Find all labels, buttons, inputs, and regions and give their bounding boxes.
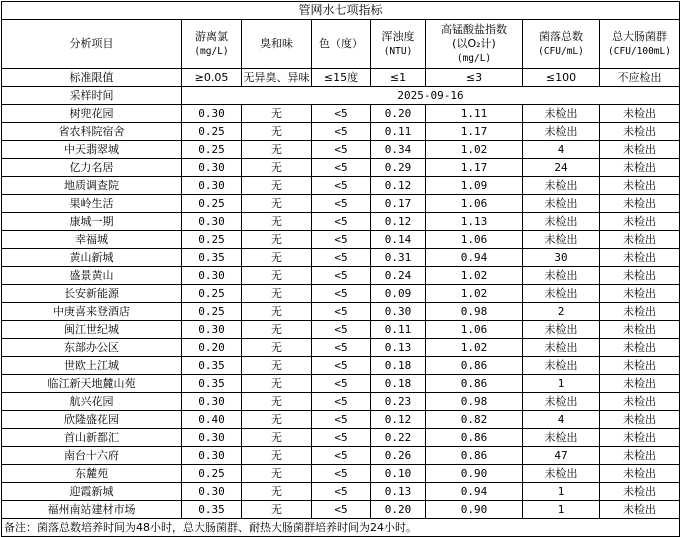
bacteria-cell: 未检出 — [523, 339, 600, 357]
coliform-cell: 未检出 — [600, 357, 680, 375]
coliform-cell: 未检出 — [600, 393, 680, 411]
cod-cell: 1.11 — [426, 105, 523, 123]
cod-cell: 1.02 — [426, 141, 523, 159]
color-cell: <5 — [312, 267, 371, 285]
odor-cell: 无 — [242, 213, 312, 231]
cod-cell: 1.06 — [426, 195, 523, 213]
cod-cell: 0.86 — [426, 447, 523, 465]
chlorine-cell: 0.30 — [182, 447, 242, 465]
coliform-cell: 未检出 — [600, 339, 680, 357]
chlorine-cell: 0.30 — [182, 393, 242, 411]
odor-cell: 无 — [242, 303, 312, 321]
color-cell: <5 — [312, 393, 371, 411]
odor-cell: 无 — [242, 249, 312, 267]
bacteria-cell: 未检出 — [523, 213, 600, 231]
coliform-cell: 未检出 — [600, 123, 680, 141]
turbidity-cell: 0.12 — [371, 411, 426, 429]
turbidity-cell: 0.30 — [371, 303, 426, 321]
site-cell: 果岭生活 — [2, 195, 182, 213]
header-cod — [426, 20, 523, 69]
turbidity-cell: 0.12 — [371, 213, 426, 231]
color-cell: <5 — [312, 339, 371, 357]
site-cell: 迎霞新城 — [2, 483, 182, 501]
sampling-label: 采样时间 — [2, 87, 182, 105]
table-row — [2, 159, 680, 177]
chlorine-cell: 0.30 — [182, 213, 242, 231]
table-row — [2, 429, 680, 447]
chlorine-cell: 0.35 — [182, 501, 242, 519]
coliform-cell: 未检出 — [600, 321, 680, 339]
cod-cell: 1.06 — [426, 231, 523, 249]
color-cell: <5 — [312, 195, 371, 213]
cod-cell: 1.02 — [426, 267, 523, 285]
table-row — [2, 249, 680, 267]
header-cod-sub: (以O₂计) — [452, 36, 496, 50]
header-item-label: 分析项目 — [69, 37, 114, 50]
chlorine-cell: 0.35 — [182, 249, 242, 267]
chlorine-cell: 0.25 — [182, 195, 242, 213]
site-cell: 欣隆盛花园 — [2, 411, 182, 429]
turbidity-cell: 0.18 — [371, 375, 426, 393]
table-row — [2, 501, 680, 519]
color-cell: <5 — [312, 375, 371, 393]
turbidity-cell: 0.09 — [371, 285, 426, 303]
cod-cell: 1.17 — [426, 123, 523, 141]
chlorine-cell: 0.25 — [182, 303, 242, 321]
odor-cell: 无 — [242, 411, 312, 429]
standard-label: 标准限值 — [2, 69, 182, 87]
turbidity-cell: 0.23 — [371, 393, 426, 411]
cod-cell: 0.94 — [426, 483, 523, 501]
color-cell: <5 — [312, 141, 371, 159]
chlorine-cell: 0.30 — [182, 267, 242, 285]
chlorine-cell: 0.20 — [182, 339, 242, 357]
site-cell: 中天翡翠城 — [2, 141, 182, 159]
table-row — [2, 375, 680, 393]
coliform-cell: 未检出 — [600, 447, 680, 465]
turbidity-cell: 0.12 — [371, 177, 426, 195]
header-coliform-unit: (CFU/100mL) — [608, 45, 671, 57]
header-cod-label: 高锰酸盐指数 — [441, 22, 507, 36]
site-cell: 长安新能源 — [2, 285, 182, 303]
chlorine-cell: 0.25 — [182, 141, 242, 159]
cod-cell: 1.02 — [426, 339, 523, 357]
site-cell: 康城一期 — [2, 213, 182, 231]
turbidity-cell: 0.14 — [371, 231, 426, 249]
chlorine-cell: 0.35 — [182, 375, 242, 393]
odor-cell: 无 — [242, 393, 312, 411]
turbidity-cell: 0.11 — [371, 321, 426, 339]
site-cell: 闽江世纪城 — [2, 321, 182, 339]
header-cod-unit: (mg/L) — [456, 52, 492, 64]
site-cell: 东部办公区 — [2, 339, 182, 357]
site-cell: 中庚喜来登酒店 — [2, 303, 182, 321]
table-row — [2, 195, 680, 213]
site-cell: 树兜花园 — [2, 105, 182, 123]
bacteria-cell: 47 — [523, 447, 600, 465]
coliform-cell: 未检出 — [600, 141, 680, 159]
odor-cell: 无 — [242, 321, 312, 339]
coliform-cell: 未检出 — [600, 465, 680, 483]
table-row — [2, 339, 680, 357]
site-cell: 盛景黄山 — [2, 267, 182, 285]
chlorine-cell: 0.30 — [182, 429, 242, 447]
coliform-cell: 未检出 — [600, 501, 680, 519]
turbidity-cell: 0.29 — [371, 159, 426, 177]
chlorine-cell: 0.40 — [182, 411, 242, 429]
odor-cell: 无 — [242, 501, 312, 519]
header-chlorine-label: 游离氯 — [195, 29, 228, 43]
bacteria-cell: 2 — [523, 303, 600, 321]
turbidity-cell: 0.18 — [371, 357, 426, 375]
standard-odor: 无异臭、异味 — [242, 69, 312, 87]
bacteria-cell: 1 — [523, 483, 600, 501]
coliform-cell: 未检出 — [600, 195, 680, 213]
chlorine-cell: 0.30 — [182, 483, 242, 501]
table-row — [2, 285, 680, 303]
table-row — [2, 123, 680, 141]
table-row — [2, 447, 680, 465]
header-turbidity-unit: (NTU) — [383, 45, 413, 57]
bacteria-cell: 未检出 — [523, 393, 600, 411]
standard-turbidity: ≤1 — [371, 69, 426, 87]
odor-cell: 无 — [242, 429, 312, 447]
chlorine-cell: 0.30 — [182, 321, 242, 339]
site-cell: 福州南站建材市场 — [2, 501, 182, 519]
site-cell: 亿力名居 — [2, 159, 182, 177]
cod-cell: 1.09 — [426, 177, 523, 195]
header-item — [2, 20, 182, 69]
odor-cell: 无 — [242, 159, 312, 177]
bacteria-cell: 未检出 — [523, 465, 600, 483]
cod-cell: 0.86 — [426, 429, 523, 447]
table-row — [2, 105, 680, 123]
coliform-cell: 未检出 — [600, 483, 680, 501]
cod-cell: 1.02 — [426, 285, 523, 303]
cod-cell: 0.82 — [426, 411, 523, 429]
bacteria-cell: 1 — [523, 501, 600, 519]
color-cell: <5 — [312, 447, 371, 465]
table-row — [2, 483, 680, 501]
header-odor — [242, 20, 312, 69]
turbidity-cell: 0.11 — [371, 123, 426, 141]
cod-cell: 0.98 — [426, 303, 523, 321]
table-row — [2, 231, 680, 249]
turbidity-cell: 0.24 — [371, 267, 426, 285]
odor-cell: 无 — [242, 231, 312, 249]
table-title: 管网水七项指标 — [2, 2, 680, 20]
odor-cell: 无 — [242, 375, 312, 393]
odor-cell: 无 — [242, 339, 312, 357]
table-row — [2, 465, 680, 483]
turbidity-cell: 0.22 — [371, 429, 426, 447]
coliform-cell: 未检出 — [600, 177, 680, 195]
coliform-cell: 未检出 — [600, 285, 680, 303]
cod-cell: 0.98 — [426, 393, 523, 411]
color-cell: <5 — [312, 465, 371, 483]
coliform-cell: 未检出 — [600, 411, 680, 429]
odor-cell: 无 — [242, 483, 312, 501]
chlorine-cell: 0.25 — [182, 465, 242, 483]
chlorine-cell: 0.25 — [182, 231, 242, 249]
chlorine-cell: 0.35 — [182, 357, 242, 375]
odor-cell: 无 — [242, 195, 312, 213]
note-row — [2, 519, 680, 537]
turbidity-cell: 0.10 — [371, 465, 426, 483]
odor-cell: 无 — [242, 177, 312, 195]
coliform-cell: 未检出 — [600, 303, 680, 321]
sampling-date: 2025-09-16 — [182, 87, 680, 105]
coliform-cell: 未检出 — [600, 105, 680, 123]
turbidity-cell: 0.20 — [371, 105, 426, 123]
coliform-cell: 未检出 — [600, 375, 680, 393]
color-cell: <5 — [312, 483, 371, 501]
bacteria-cell: 未检出 — [523, 321, 600, 339]
turbidity-cell: 0.20 — [371, 501, 426, 519]
standard-color: ≤15度 — [312, 69, 371, 87]
bacteria-cell: 未检出 — [523, 429, 600, 447]
header-coliform — [600, 20, 680, 69]
odor-cell: 无 — [242, 123, 312, 141]
chlorine-cell: 0.30 — [182, 159, 242, 177]
odor-cell: 无 — [242, 267, 312, 285]
coliform-cell: 未检出 — [600, 267, 680, 285]
table-row — [2, 267, 680, 285]
coliform-cell: 未检出 — [600, 231, 680, 249]
site-cell: 首山新都汇 — [2, 429, 182, 447]
color-cell: <5 — [312, 285, 371, 303]
header-row — [2, 20, 680, 69]
bacteria-cell: 未检出 — [523, 105, 600, 123]
cod-cell: 0.86 — [426, 357, 523, 375]
header-coliform-label: 总大肠菌群 — [612, 29, 667, 43]
bacteria-cell: 4 — [523, 411, 600, 429]
color-cell: <5 — [312, 411, 371, 429]
coliform-cell: 未检出 — [600, 213, 680, 231]
header-color — [312, 20, 371, 69]
site-cell: 东麓苑 — [2, 465, 182, 483]
table-row — [2, 177, 680, 195]
header-chlorine — [182, 20, 242, 69]
site-cell: 世欧上江城 — [2, 357, 182, 375]
site-cell: 黄山新城 — [2, 249, 182, 267]
table-row — [2, 303, 680, 321]
turbidity-cell: 0.26 — [371, 447, 426, 465]
header-color-label: 色（度） — [319, 37, 363, 50]
bacteria-cell: 24 — [523, 159, 600, 177]
turbidity-cell: 0.17 — [371, 195, 426, 213]
chlorine-cell: 0.30 — [182, 105, 242, 123]
cod-cell: 1.17 — [426, 159, 523, 177]
standard-row — [2, 69, 680, 87]
bacteria-cell: 未检出 — [523, 285, 600, 303]
odor-cell: 无 — [242, 357, 312, 375]
standard-bacteria: ≤100 — [523, 69, 600, 87]
cod-cell: 1.13 — [426, 213, 523, 231]
cod-cell: 0.86 — [426, 375, 523, 393]
color-cell: <5 — [312, 159, 371, 177]
odor-cell: 无 — [242, 105, 312, 123]
coliform-cell: 未检出 — [600, 159, 680, 177]
header-chlorine-unit: (mg/L) — [194, 45, 229, 57]
bacteria-cell: 1 — [523, 375, 600, 393]
coliform-cell: 未检出 — [600, 429, 680, 447]
header-odor-label: 臭和味 — [260, 37, 293, 50]
color-cell: <5 — [312, 177, 371, 195]
color-cell: <5 — [312, 231, 371, 249]
color-cell: <5 — [312, 357, 371, 375]
color-cell: <5 — [312, 213, 371, 231]
bacteria-cell: 未检出 — [523, 231, 600, 249]
turbidity-cell: 0.34 — [371, 141, 426, 159]
table-row — [2, 393, 680, 411]
color-cell: <5 — [312, 105, 371, 123]
table-row — [2, 213, 680, 231]
site-cell: 航兴花园 — [2, 393, 182, 411]
coliform-cell: 未检出 — [600, 249, 680, 267]
turbidity-cell: 0.13 — [371, 339, 426, 357]
bacteria-cell: 30 — [523, 249, 600, 267]
odor-cell: 无 — [242, 141, 312, 159]
color-cell: <5 — [312, 501, 371, 519]
site-cell: 幸福城 — [2, 231, 182, 249]
standard-chlorine: ≥0.05 — [182, 69, 242, 87]
bacteria-cell: 未检出 — [523, 195, 600, 213]
turbidity-cell: 0.31 — [371, 249, 426, 267]
header-turbidity-label: 浑浊度 — [381, 29, 415, 43]
header-bacteria-unit: (CFU/mL) — [538, 45, 584, 57]
bacteria-cell: 未检出 — [523, 357, 600, 375]
color-cell: <5 — [312, 123, 371, 141]
standard-cod: ≤3 — [426, 69, 523, 87]
table-row — [2, 411, 680, 429]
site-cell: 临江新天地麓山苑 — [2, 375, 182, 393]
site-cell: 省农科院宿舍 — [2, 123, 182, 141]
chlorine-cell: 0.30 — [182, 177, 242, 195]
odor-cell: 无 — [242, 447, 312, 465]
chlorine-cell: 0.25 — [182, 285, 242, 303]
water-quality-table — [1, 1, 680, 537]
header-bacteria-label: 菌落总数 — [539, 29, 583, 43]
color-cell: <5 — [312, 321, 371, 339]
bacteria-cell: 未检出 — [523, 267, 600, 285]
color-cell: <5 — [312, 429, 371, 447]
chlorine-cell: 0.25 — [182, 123, 242, 141]
site-cell: 南台十六府 — [2, 447, 182, 465]
table-row — [2, 357, 680, 375]
bacteria-cell: 未检出 — [523, 123, 600, 141]
table-row — [2, 141, 680, 159]
standard-coliform: 不应检出 — [600, 69, 680, 87]
bacteria-cell: 4 — [523, 141, 600, 159]
table-note: 备注：菌落总数培养时间为48小时，总大肠菌群、耐热大肠菌群培养时间为24小时。 — [2, 519, 680, 537]
header-turbidity — [371, 20, 426, 69]
table-row — [2, 321, 680, 339]
sampling-row — [2, 87, 680, 105]
turbidity-cell: 0.13 — [371, 483, 426, 501]
bacteria-cell: 未检出 — [523, 177, 600, 195]
cod-cell: 0.94 — [426, 249, 523, 267]
cod-cell: 0.90 — [426, 465, 523, 483]
title-row — [2, 2, 680, 20]
cod-cell: 0.90 — [426, 501, 523, 519]
color-cell: <5 — [312, 303, 371, 321]
cod-cell: 1.06 — [426, 321, 523, 339]
odor-cell: 无 — [242, 465, 312, 483]
header-bacteria — [523, 20, 600, 69]
site-cell: 地质调查院 — [2, 177, 182, 195]
color-cell: <5 — [312, 249, 371, 267]
odor-cell: 无 — [242, 285, 312, 303]
